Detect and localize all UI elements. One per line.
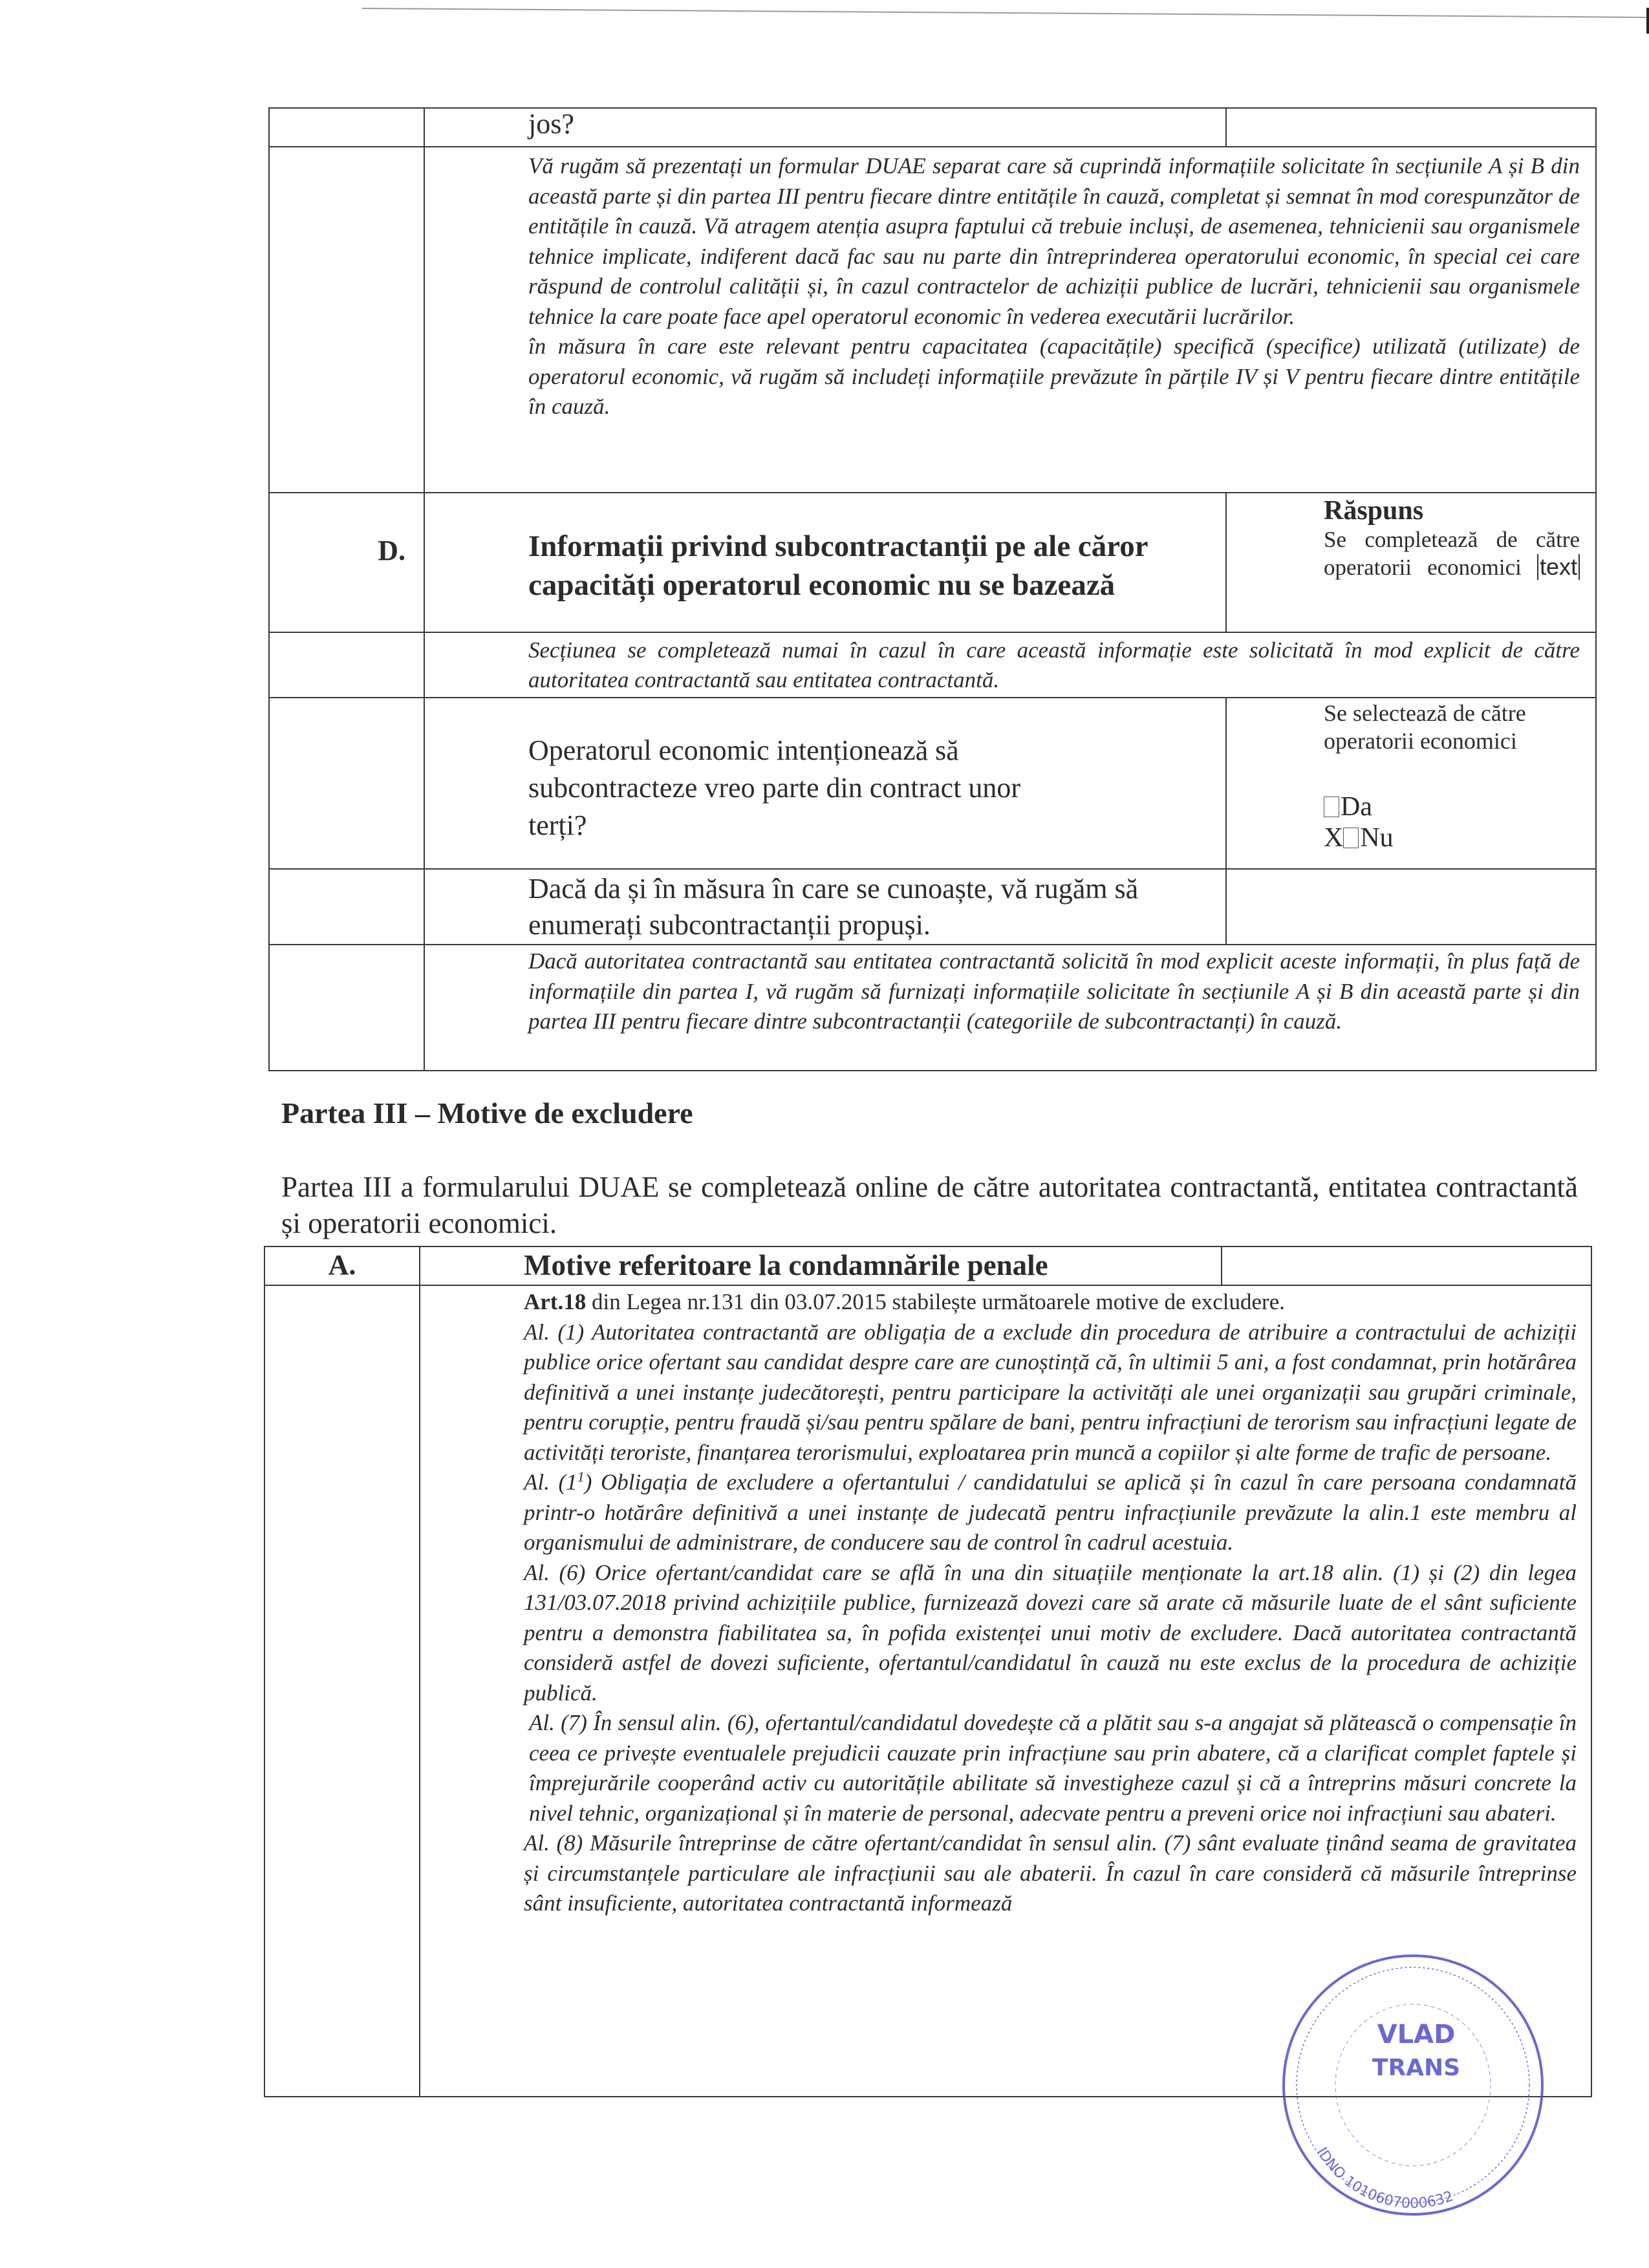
answer-note: [1324, 526, 1580, 581]
article-number: Art.18: [524, 1289, 587, 1314]
answer-text-field[interactable]: text: [1537, 554, 1580, 580]
question-text: jos?: [528, 108, 574, 140]
part-title: Partea III – Motive de excludere: [281, 1097, 693, 1129]
section-d-header-row: [269, 493, 1596, 632]
row-marker-cell: [264, 1285, 420, 2097]
stamp-line-vlad: VLAD: [1377, 2020, 1456, 2049]
paragraph-al1: Al. (1) Autoritatea contractantă are obligația de a exclude din procedura de atribuire a contractului de achiziții publice orice ofertant sau candidat despre care are cunoștință că, în ultimii 5 ani, a fost condamnat, prin hotărârea definitivă a unei instanțe judecătorești, pentru participare la activități ale unei organizații sau grupări criminale, pentru corupție, pentru fraudă și/sau pentru spălare de bani, pentru infracțiuni de terorism sau infracțiuni legate de activități teroriste, finanțarea terorismului, exploatarea prin muncă a copiilor și alte forme de trafic de persoane.: [524, 1319, 1577, 1465]
option-label: Nu: [1360, 823, 1394, 853]
part-intro: Partea III a formularului DUAE se completează online de către autoritatea contractantă, entitatea contractantă și operatorii economici.: [281, 1171, 1578, 1239]
table-row-note: [269, 147, 1596, 493]
question-text: Operatorul economic intenționează să subcontracteze vreo parte din contract unor terți?: [528, 734, 1021, 841]
question-cell: [424, 869, 1226, 945]
section-title-cell: [424, 493, 1226, 632]
article-lead: [524, 1287, 1577, 1318]
row-marker-cell: [269, 632, 424, 698]
table-row-list: [269, 869, 1596, 945]
section-letter-cell: [269, 493, 424, 632]
paragraph-al8: Al. (8) Măsurile întreprinse de către ofertant/candidat în sensul alin. (7) sânt evaluate ținând seama de gravitatea și circumstanțele particulare ale infracțiunii sau ale abaterii. În cazul în care consideră că măsurile întreprinse sânt insuficiente, autoritatea contractantă informează: [524, 1830, 1577, 1916]
note-text: Dacă autoritatea contractantă sau entitatea contractantă solicită în mod explicit aceste informații, în plus față de informațiile din partea I, vă rugăm să furnizați informațiile solicitate în secțiunile A și B din această parte și din partea III pentru fiecare dintre subcontractanții (categoriile de subcontractanți) în cauză.: [528, 948, 1580, 1034]
note-cell: [424, 147, 1596, 493]
row-marker-cell: [269, 698, 424, 869]
row-marker-cell: [269, 108, 424, 147]
table-row-note: [269, 945, 1596, 1071]
option-prefix: X: [1324, 823, 1344, 853]
table-row-note: [269, 632, 1596, 698]
paragraph-text: ) Obligația de excludere a ofertantului / candidatului se aplică și în cazul în care persoana condamnată printr-o hotărâre definitivă a unei instanțe de judecată pentru infracțiunile prevăzute la alin.1 este membru al organismului de administrare, de conducere sau de control în cadrul acestuia.: [524, 1470, 1577, 1555]
note-paragraph: în măsura în care este relevant pentru capacitatea (capacitățile) specifică (specifice) utilizată (utilizate) de operatorul economic, vă rugăm să includeți informațiile prevăzute în părțile IV și V pentru fiecare dintre entitățile în cauză.: [528, 334, 1580, 419]
option-da[interactable]: [1324, 791, 1580, 822]
paragraph-al7: Al. (7) În sensul alin. (6), ofertantul/candidatul dovedește că a plătit sau s-a angajat să plătească o compensație în ceea ce privește eventualele prejudicii cauzate prin infracțiune sau prin abatere, că a clarificat complet faptele și împrejurările cooperând activ cu autoritățile abilitate să investigheze cazul și că a întreprins măsuri concrete la nivel tehnic, organizațional și în materie de personal, adecvate pentru a preveni orice noi infracțiuni sau abateri.: [529, 1710, 1577, 1826]
section-title: Motive referitoare la condamnările penale: [524, 1249, 1048, 1281]
stamp-line-trans: TRANS: [1372, 2055, 1461, 2081]
section-letter: D.: [378, 534, 405, 566]
table-row-jos: [269, 108, 1596, 147]
answer-cell: [1226, 698, 1596, 869]
section-letter: A.: [328, 1249, 356, 1281]
question-cell: [424, 698, 1226, 869]
company-stamp: [1261, 1952, 1565, 2224]
answer-cell[interactable]: [1226, 108, 1596, 147]
article-lead-text: din Legea nr.131 din 03.07.2015 stabilește următoarele motive de excludere.: [586, 1289, 1285, 1314]
paragraph-prefix: Al. (1: [524, 1470, 577, 1495]
section-letter-cell: [264, 1246, 420, 1285]
answer-note-text: Se completează de către operatorii economici: [1324, 527, 1580, 580]
checkbox-da[interactable]: [1324, 797, 1339, 817]
option-label: Da: [1341, 792, 1372, 822]
paragraph-al6: Al. (6) Orice ofertant/candidat care se află în una din situațiile menționate la art.18 alin. (1) și (2) din legea 131/03.07.2018 privind achizițiile publice, furnizează dovezi care să arate că măsurile luate de el sânt suficiente pentru a demonstra fiabilitatea sa, în pofida existenței unui motiv de excludere. Dacă autoritatea contractantă consideră astfel de dovezi suficiente, ofertantul/candidatul în cauză nu este exclus de la procedura de achiziție publică.: [524, 1559, 1577, 1706]
option-nu[interactable]: [1324, 822, 1580, 853]
answer-heading: Răspuns: [1324, 496, 1424, 526]
part2-table: [268, 107, 1597, 1071]
question-text: Dacă da și în măsura în care se cunoaște, vă rugăm să enumerați subcontractanții propuși.: [528, 873, 1139, 941]
paragraph-al1-1: [524, 1468, 1577, 1558]
row-marker-cell: [269, 945, 424, 1071]
stamp-idno: IDNO 1010607000632: [1313, 2145, 1456, 2212]
section-title-cell: [420, 1246, 1222, 1285]
note-paragraph: Vă rugăm să prezentați un formular DUAE separat care să cuprindă informațiile solicitate în secțiunile A și B din această parte și din partea III pentru fiecare dintre entitățile în cauză, completat și semnat în mod corespunzător de entitățile în cauză. Vă atragem atenția asupra faptului că trebuie incluși, de asemenea, tehnicienii sau organismele tehnice implicate, indiferent dacă fac sau nu parte din întreprinderea operatorului economic, în special cei care răspund de controlul calității și, în cazul contractelor de achiziții publice de lucrări, tehnicienii sau organismele tehnice la care poate face apel operatorul economic în vederea executării lucrărilor.: [528, 153, 1580, 329]
section-title: Informații privind subcontractanții pe ale căror capacități operatorul economic nu se bazează: [528, 530, 1148, 602]
note-cell: [424, 945, 1596, 1071]
section-a-header-row: [264, 1246, 1591, 1285]
table-row-subcontract: [269, 698, 1596, 869]
note-text: Secțiunea se completează numai în cazul în care această informație este solicitată în mod explicit de către autoritatea contractantă sau entitatea contractantă.: [528, 637, 1580, 692]
row-marker-cell: [269, 147, 424, 493]
answer-cell: [1222, 1246, 1591, 1285]
scan-edge-mark: [1646, 8, 1649, 34]
question-cell: [424, 108, 1226, 147]
checkbox-nu[interactable]: [1343, 828, 1359, 848]
scan-edge-line: [362, 8, 1649, 18]
answer-note: Se selectează de către operatorii economici: [1324, 700, 1526, 754]
answer-cell[interactable]: [1226, 869, 1596, 945]
answer-cell: [1226, 493, 1596, 632]
row-marker-cell: [269, 869, 424, 945]
paragraph-sup: 1: [577, 1468, 585, 1485]
note-cell: [424, 632, 1596, 698]
